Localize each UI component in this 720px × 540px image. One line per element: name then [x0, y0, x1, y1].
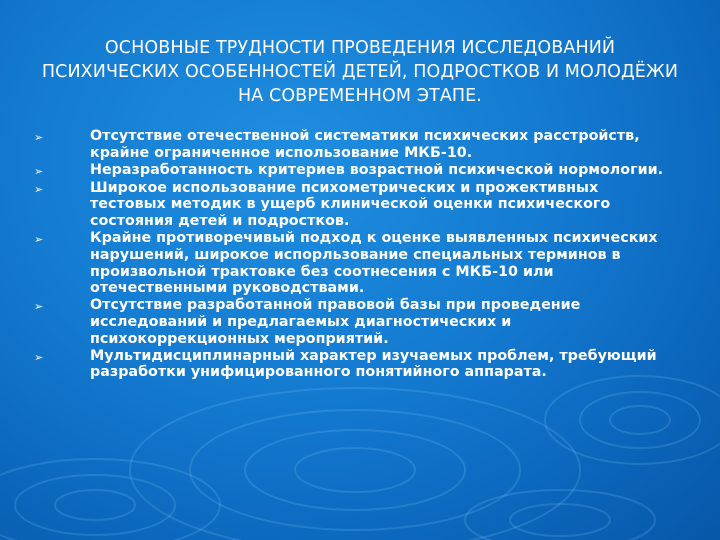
arrowhead-bullet-icon: ➢: [34, 300, 44, 314]
bullet-text: Неразработанность критериев возрастной психической нормологии.: [90, 161, 664, 178]
arrowhead-bullet-icon: ➢: [34, 350, 44, 364]
list-item: [34, 180, 674, 230]
bullet-list: [34, 128, 674, 381]
arrowhead-bullet-icon: ➢: [34, 232, 44, 246]
list-item: [34, 230, 674, 297]
bullet-text: Отсутствие отечественной систематики психических расстройств, крайне ограниченное использование МКБ-10.: [90, 128, 640, 161]
arrowhead-bullet-icon: ➢: [34, 131, 44, 144]
arrowhead-bullet-icon: ➢: [34, 182, 44, 196]
bullet-text: Широкое использование психометрических и прожективных тестовых методик в ущерб клинической оценки психического состояния детей и подростков.: [90, 179, 611, 230]
list-item: [34, 128, 674, 162]
bullet-text: Крайне противоречивый подход к оценке выявленных психических нарушений, широкое испорльзование специальных терминов в произвольной трактовке без соотнесения с МКБ-10 или отечественными руководствами.: [90, 229, 658, 297]
list-item: [34, 297, 674, 347]
bullet-text: Отсутствие разработанной правовой базы при проведение исследований и предлагаемых диагностических и психокоррекционных мероприятий.: [90, 297, 581, 347]
list-item: [34, 162, 674, 180]
arrowhead-bullet-icon: ➢: [34, 164, 44, 178]
bullet-text: Мультидисциплинарный характер изучаемых проблем, требующий разработки унифицированного понятийного аппарата.: [90, 347, 657, 381]
slide-title: ОСНОВНЫЕ ТРУДНОСТИ ПРОВЕДЕНИЯ ИССЛЕДОВАНИЙ ПСИХИЧЕСКИХ ОСОБЕННОСТЕЙ ДЕТЕЙ, ПОДРОСТКОВ И МОЛОДЁЖИ НА СОВРЕМЕННОМ ЭТАПЕ.: [41, 38, 679, 106]
list-item: [34, 348, 674, 382]
